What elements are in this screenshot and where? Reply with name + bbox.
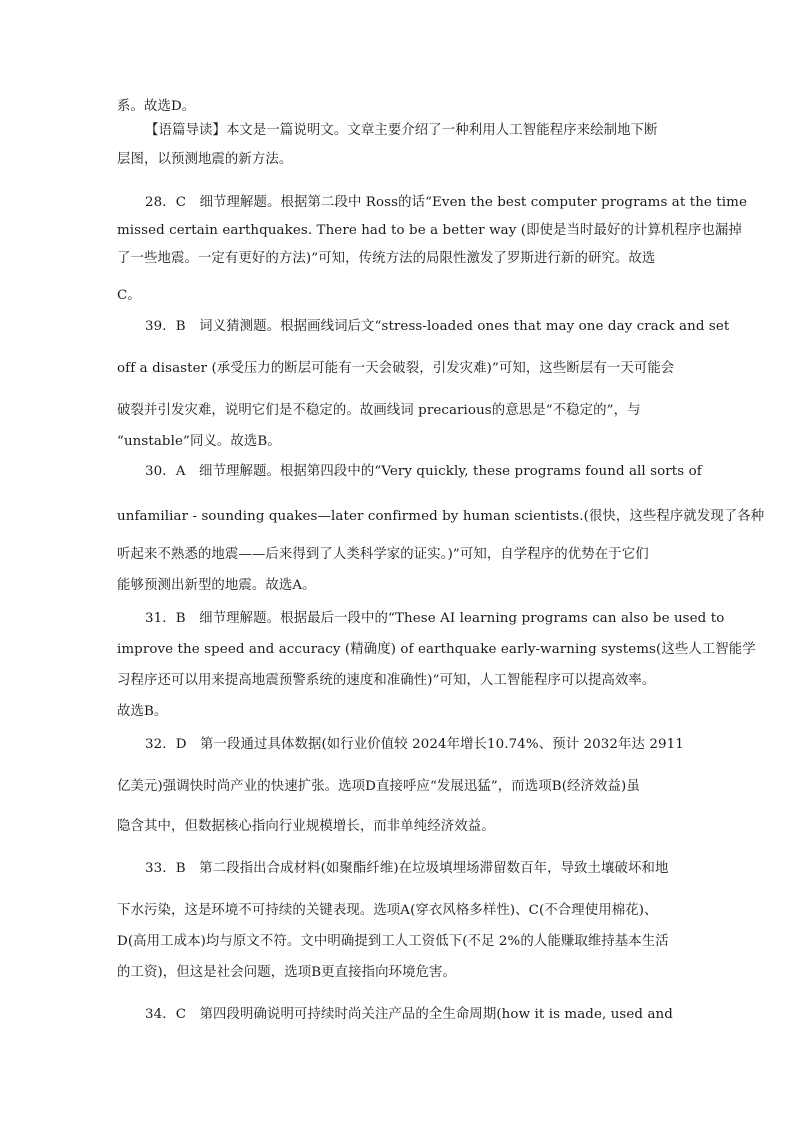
text-line: missed certain earthquakes. There had to be a better way (即使是当时最好的计算机程序也漏掉	[117, 223, 742, 238]
text-line: D(高用工成本)均与原文不符。文中明确提到工人工资低下(不足 2%的人能赚取维持基本生活	[117, 934, 669, 949]
answer-31-line: 31．B 细节理解题。根据最后一段中的“These AI learning programs can also be used to	[145, 611, 725, 626]
text-line: improve the speed and accuracy (精确度) of earthquake early-warning systems(这些人工智能学	[117, 642, 756, 657]
text-line: 听起来不熟悉的地震——后来得到了人类科学家的证实。)”可知，自学程序的优势在于它们	[117, 547, 649, 562]
text-line: 了一些地震。一定有更好的方法)”可知，传统方法的局限性激发了罗斯进行新的研究。故选	[117, 251, 656, 266]
text-line: 破裂并引发灾难，说明它们是不稳定的。故画线词 precarious的意思是“不稳定的”，与	[117, 403, 641, 418]
text-line: 下水污染，这是环境不可持续的关键表现。选项A(穿衣风格多样性)、C(不合理使用棉花)、	[117, 903, 658, 918]
answer-34-line: 34．C 第四段明确说明可持续时尚关注产品的全生命周期(how it is made, used and	[145, 1007, 673, 1022]
answer-33-line: 33．B 第二段指出合成材料(如聚酯纤维)在垃圾填埋场滞留数百年，导致土壤破坏和地	[145, 861, 669, 876]
answer-32-line: 32．D 第一段通过具体数据(如行业价值较 2024年增长10.74%、预计 2032年达 2911	[145, 737, 684, 752]
text-line: “unstable”同义。故选B。	[117, 434, 281, 449]
text-line: 的工资)，但这是社会问题，选项B更直接指向环境危害。	[117, 965, 457, 980]
answer-30-line: 30．A 细节理解题。根据第四段中的“Very quickly, these programs found all sorts of	[145, 464, 702, 479]
answer-28-line: 28．C 细节理解题。根据第二段中 Ross的话“Even the best computer programs at the time	[145, 195, 747, 210]
text-line: 能够预测出新型的地震。故选A。	[117, 578, 316, 593]
text-line: 隐含其中，但数据核心指向行业规模增长，而非单纯经济效益。	[117, 819, 495, 834]
text-line: 习程序还可以用来提高地震预警系统的速度和准确性)”可知，人工智能程序可以提高效率。	[117, 673, 656, 688]
text-line: 亿美元)强调快时尚产业的快速扩张。选项D直接呼应“发展迅猛”，而选项B(经济效益)虽	[117, 779, 640, 794]
text-line: C。	[117, 288, 141, 303]
text-line: 故选B。	[117, 704, 168, 719]
text-line: off a disaster (承受压力的断层可能有一天会破裂，引发灾难)”可知，这些断层有一天可能会	[117, 361, 675, 376]
text-line: 系。故选D。	[117, 99, 196, 114]
passage-guide-line: 【语篇导读】本文是一篇说明文。文章主要介绍了一种利用人工智能程序来绘制地下断	[145, 123, 658, 138]
answer-39-line: 39．B 词义猜测题。根据画线词后文“stress-loaded ones that may one day crack and set	[145, 319, 730, 334]
text-line: 层图，以预测地震的新方法。	[117, 152, 293, 167]
text-line: unfamiliar - sounding quakes—later confirmed by human scientists.(很快，这些程序就发现了各种	[117, 509, 765, 524]
